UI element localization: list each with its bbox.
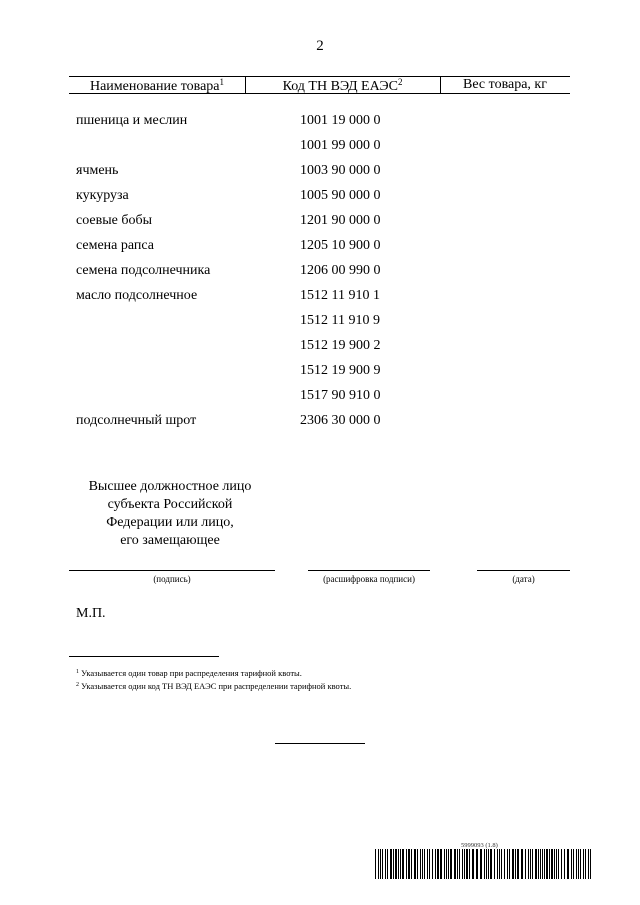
barcode-bar — [542, 849, 543, 879]
barcode-bar — [530, 849, 531, 879]
barcode-bar — [549, 849, 550, 879]
product-code-cell: 1001 99 000 0 — [300, 138, 381, 153]
barcode-bar — [486, 849, 487, 879]
signature-caption: (подпись) — [153, 574, 191, 584]
footnote — [76, 668, 302, 678]
barcode-bar — [424, 849, 425, 879]
column-header-weight: Вес товара, кг — [463, 77, 547, 92]
barcode-bar — [521, 849, 523, 879]
barcode-bar — [588, 849, 589, 879]
barcode-bar — [382, 849, 383, 879]
barcode-bar — [567, 849, 569, 879]
barcode-bar — [390, 849, 392, 879]
official-title-line: субъекта Российской — [107, 497, 233, 512]
barcode-bar — [590, 849, 591, 879]
barcode-bar — [417, 849, 418, 879]
barcode-bar — [517, 849, 519, 879]
product-code-cell: 1512 11 910 1 — [300, 288, 380, 303]
product-code-cell: 1206 00 990 0 — [300, 263, 381, 278]
product-name-cell: пшеница и меслин — [76, 113, 188, 128]
product-name-cell: подсолнечный шрот — [76, 413, 197, 428]
barcode-bar — [504, 849, 505, 879]
barcode-bar — [515, 849, 516, 879]
barcode-bar — [525, 849, 526, 879]
barcode-bar — [414, 849, 416, 879]
product-code-cell: 1512 11 910 9 — [300, 313, 380, 328]
barcode-bar — [446, 849, 447, 879]
barcode-bar — [499, 849, 500, 879]
date-caption: (дата) — [512, 574, 535, 584]
barcode-bar — [402, 849, 404, 879]
barcode-bar — [512, 849, 514, 879]
barcode-bar — [480, 849, 482, 879]
barcode-bar — [444, 849, 445, 879]
barcode-bar — [576, 849, 577, 879]
product-name-cell: соевые бобы — [76, 213, 152, 228]
barcode-bar — [494, 849, 495, 879]
barcode-bar — [387, 849, 388, 879]
footnote-mark: 2 — [76, 682, 79, 688]
barcode-bar — [378, 849, 379, 879]
barcode-bar — [546, 849, 548, 879]
barcode-bar — [578, 849, 579, 879]
barcode-bar — [573, 849, 574, 879]
table-row — [0, 113, 640, 133]
product-code-cell: 1005 90 000 0 — [300, 188, 381, 203]
barcode-bar — [544, 849, 545, 879]
barcode-bar — [406, 849, 407, 879]
barcode-bar — [385, 849, 386, 879]
column-header-code — [245, 77, 440, 95]
stamp-place: М.П. — [76, 606, 106, 621]
product-name-cell: семена рапса — [76, 238, 154, 253]
footnote-ref: 2 — [397, 77, 403, 87]
product-code-cell: 1517 90 910 0 — [300, 388, 381, 403]
barcode-bar — [540, 849, 541, 879]
barcode-bar — [509, 849, 510, 879]
official-title — [70, 478, 270, 550]
barcode-bar — [393, 849, 394, 879]
official-title-line: Федерации или лицо, — [106, 515, 234, 530]
barcode-bar — [448, 849, 449, 879]
barcode-bar — [454, 849, 456, 879]
table-row — [0, 138, 640, 158]
table-row — [0, 288, 640, 308]
table-row — [0, 188, 640, 208]
column-header-name — [69, 77, 245, 95]
product-code-cell: 1512 19 900 2 — [300, 338, 381, 353]
barcode-bar — [469, 849, 470, 879]
table-row — [0, 363, 640, 383]
barcode-bar — [488, 849, 489, 879]
end-of-document-line — [275, 743, 365, 744]
barcode-bar — [450, 849, 452, 879]
barcode-bar — [432, 849, 433, 879]
footnote-text: Указывается один товар при распределения тарифной квоты. — [81, 668, 302, 678]
barcode-bar — [395, 849, 397, 879]
table-row — [0, 413, 640, 433]
barcode-bar — [398, 849, 399, 879]
barcode-bar — [535, 849, 537, 879]
column-header-name-label: Наименование товара — [89, 79, 220, 94]
barcode-bar — [435, 849, 436, 879]
signature-decoding-caption: (расшифровка подписи) — [323, 574, 415, 584]
barcode-bar — [571, 849, 572, 879]
barcode-bar — [484, 849, 485, 879]
page-number: 2 — [316, 38, 324, 54]
barcode-bar — [411, 849, 412, 879]
official-title-line: его замещающее — [120, 533, 220, 548]
barcode-bar — [501, 849, 502, 879]
barcode-bar — [497, 849, 498, 879]
footnote-ref: 1 — [219, 77, 224, 87]
table-row — [0, 238, 640, 258]
barcode-bar — [400, 849, 401, 879]
barcode-bar — [532, 849, 533, 879]
product-code-cell: 1205 10 900 0 — [300, 238, 381, 253]
footnote-separator — [69, 656, 219, 657]
product-name-cell: ячмень — [76, 163, 119, 178]
barcode-bar — [429, 849, 430, 879]
barcode-bar — [528, 849, 529, 879]
signature-line — [69, 570, 275, 571]
barcode-bar — [440, 849, 442, 879]
barcode-bar — [472, 849, 474, 879]
barcode-bar — [464, 849, 465, 879]
table-row — [0, 313, 640, 333]
barcode-bar — [507, 849, 508, 879]
barcode-bar — [437, 849, 439, 879]
barcode-bar — [538, 849, 539, 879]
barcode-number: 5999093 (1.8) — [461, 842, 498, 849]
table-row — [0, 263, 640, 283]
product-code-cell: 2306 30 000 0 — [300, 413, 381, 428]
table-row — [0, 388, 640, 408]
barcode-bar — [476, 849, 478, 879]
barcode-bar — [554, 849, 555, 879]
barcode-bar — [564, 849, 565, 879]
barcode-bar — [462, 849, 463, 879]
column-header-code-label: Код ТН ВЭД ЕАЭС — [282, 79, 398, 94]
table-row — [0, 213, 640, 233]
product-name-cell: семена подсолнечника — [76, 263, 211, 278]
product-code-cell: 1201 90 000 0 — [300, 213, 381, 228]
barcode-bar — [380, 849, 381, 879]
barcode-bar — [561, 849, 562, 879]
table-row — [0, 163, 640, 183]
barcode-bar — [580, 849, 581, 879]
barcode-bar — [375, 849, 376, 879]
barcode-bar — [422, 849, 423, 879]
barcode-bar — [558, 849, 559, 879]
barcode-bar — [457, 849, 458, 879]
barcode-bar — [408, 849, 410, 879]
barcode-bar — [427, 849, 428, 879]
barcode-bar — [420, 849, 421, 879]
footnote-mark: 1 — [76, 669, 79, 675]
barcode-bar — [466, 849, 468, 879]
barcode-bar — [585, 849, 586, 879]
date-line — [477, 570, 570, 571]
signature-decoding-line — [308, 570, 430, 571]
product-code-cell: 1001 19 000 0 — [300, 113, 381, 128]
product-name-cell: кукуруза — [76, 188, 129, 203]
barcode-bar — [459, 849, 460, 879]
product-code-cell: 1512 19 900 9 — [300, 363, 381, 378]
official-title-line: Высшее должностное лицо — [88, 479, 252, 494]
barcode-bar — [583, 849, 584, 879]
barcode-bar — [556, 849, 557, 879]
footnote — [76, 681, 351, 691]
barcode-bar — [490, 849, 492, 879]
barcode-icon — [375, 849, 591, 879]
table-row — [0, 338, 640, 358]
product-name-cell: масло подсолнечное — [76, 288, 198, 303]
product-code-cell: 1003 90 000 0 — [300, 163, 381, 178]
barcode-bar — [551, 849, 553, 879]
footnote-text: Указывается один код ТН ВЭД ЕАЭС при распределении тарифной квоты. — [81, 681, 352, 691]
